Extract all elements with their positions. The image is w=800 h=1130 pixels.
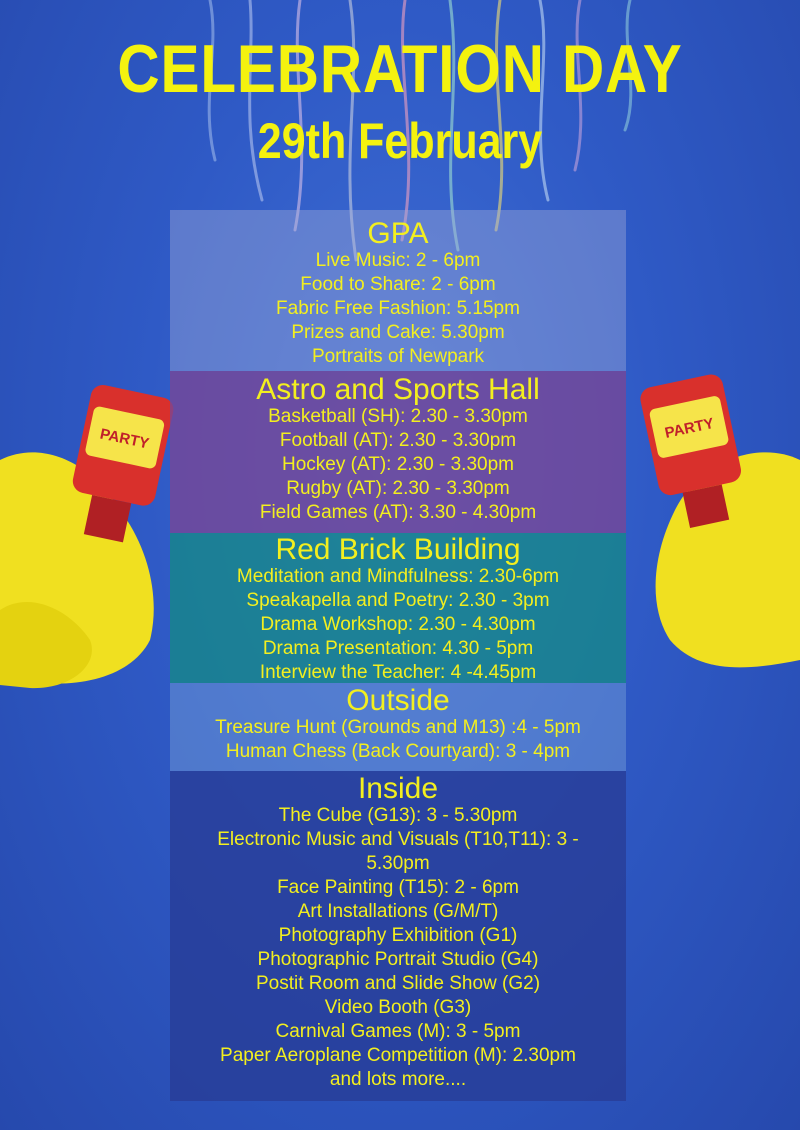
section-inside: [170, 771, 626, 1101]
list-item: 5.30pm: [366, 853, 430, 874]
list-item: Drama Presentation: 4.30 - 5pm: [262, 638, 534, 659]
list-item: Basketball (SH): 2.30 - 3.30pm: [268, 406, 528, 427]
section-gpa: [170, 210, 626, 371]
list-item: Field Games (AT): 3.30 - 4.30pm: [259, 502, 537, 523]
list-item: Meditation and Mindfulness: 2.30-6pm: [236, 566, 560, 587]
svg-text:PARTY: PARTY: [663, 414, 716, 442]
list-item: Treasure Hunt (Grounds and M13) :4 - 5pm: [215, 717, 581, 738]
page-title: CELEBRATION DAY: [117, 31, 683, 107]
list-item: Rugby (AT): 2.30 - 3.30pm: [286, 478, 510, 499]
section-heading: Outside: [346, 684, 450, 717]
list-item: Human Chess (Back Courtyard): 3 - 4pm: [225, 741, 571, 762]
list-item: Photography Exhibition (G1): [278, 925, 518, 946]
left-party-popper-illustration: [0, 380, 175, 710]
list-item: Fabric Free Fashion: 5.15pm: [276, 298, 520, 319]
list-item: Carnival Games (M): 3 - 5pm: [275, 1021, 521, 1042]
section-heading: Red Brick Building: [275, 533, 521, 566]
list-item: The Cube (G13): 3 - 5.30pm: [278, 805, 518, 826]
list-item: Live Music: 2 - 6pm: [315, 250, 481, 271]
list-item: Postit Room and Slide Show (G2): [255, 973, 541, 994]
list-item: Photographic Portrait Studio (G4): [257, 949, 539, 970]
list-item: Football (AT): 2.30 - 3.30pm: [279, 430, 517, 451]
list-item: Drama Workshop: 2.30 - 4.30pm: [260, 614, 536, 635]
list-item: Face Painting (T15): 2 - 6pm: [277, 877, 519, 898]
section-outside: [170, 683, 626, 771]
section-red-brick-building: [170, 533, 626, 683]
list-item: Hockey (AT): 2.30 - 3.30pm: [282, 454, 514, 475]
list-item: Interview the Teacher: 4 -4.45pm: [259, 662, 537, 683]
section-astro-sports-hall: [170, 371, 626, 533]
section-heading: Inside: [357, 772, 439, 805]
section-heading: GPA: [367, 217, 429, 250]
list-item: Speakapella and Poetry: 2.30 - 3pm: [246, 590, 550, 611]
event-date: 29th February: [257, 113, 543, 169]
list-item: and lots more....: [329, 1069, 467, 1090]
list-item: Electronic Music and Visuals (T10,T11): 3 -: [217, 829, 579, 850]
right-party-popper-illustration: [640, 370, 800, 700]
list-item: Video Booth (G3): [324, 997, 472, 1018]
list-item: Prizes and Cake: 5.30pm: [291, 322, 505, 343]
list-item: Food to Share: 2 - 6pm: [300, 274, 496, 295]
svg-text:PARTY: PARTY: [98, 425, 151, 453]
section-heading: Astro and Sports Hall: [256, 373, 540, 406]
list-item: Portraits of Newpark: [311, 346, 485, 367]
list-item: Paper Aeroplane Competition (M): 2.30pm: [220, 1045, 576, 1066]
list-item: Art Installations (G/M/T): [297, 901, 499, 922]
